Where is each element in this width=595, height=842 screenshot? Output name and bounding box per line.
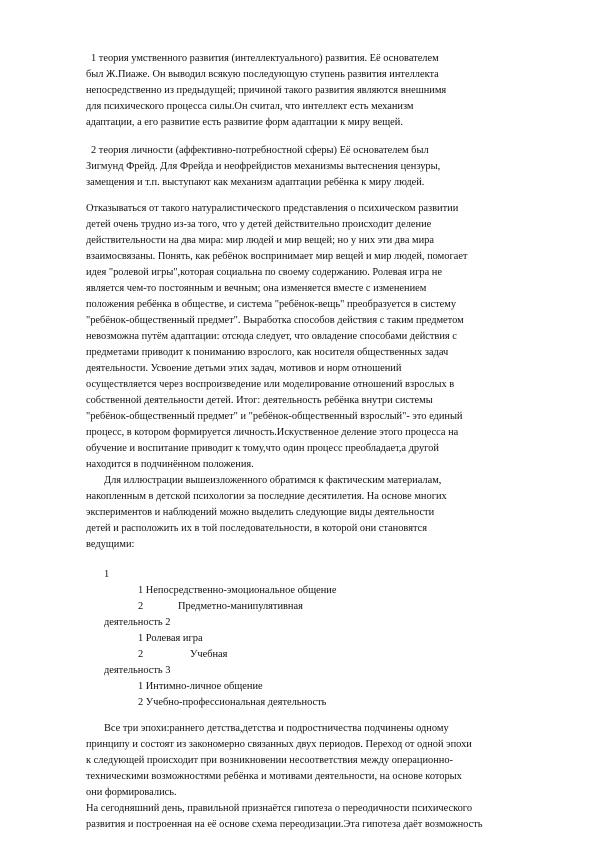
text-line: 2 теория личности (аффективно-потребностной сферы) Её основателем был — [91, 145, 429, 156]
text-line: замещения и т.п. выступают как механизм адаптации ребёнка к миру людей. — [86, 177, 425, 188]
list-item: 1 Непосредственно-эмоциональное общение — [138, 585, 337, 596]
text-line: деятельности. Усвоение детьми этих задач, мотивов и норм отношений — [86, 363, 402, 374]
text-line: является чем-то постоянным и вечным; она изменяется вместе с изменением — [86, 283, 427, 294]
text-line: ведущими: — [86, 539, 135, 550]
text-line: они формировались. — [86, 787, 177, 798]
text-line: обучение и воспитание приводит к тому,что один процесс преобладает,а другой — [86, 443, 439, 454]
text-line: к следующей происходит при возникновении несоответствия между операционно- — [86, 755, 453, 766]
list-heading: деятельность 3 — [104, 665, 171, 676]
list-item: Предметно-манипулятивная — [178, 601, 303, 612]
text-line: принципу и состоят из закономерно связанных двух периодов. Переход от одной эпохи — [86, 739, 472, 750]
text-line: Все три эпохи:раннего детства,детства и подростничества подчинены одному — [104, 723, 449, 734]
text-line: процесс, в котором формируется личность.Искуственное деление этого процесса на — [86, 427, 459, 438]
text-line: идея "ролевой игры",которая социальна по своему содержанию. Ролевая игра не — [86, 267, 442, 278]
text-line: детей очень трудно из-за того, что у детей действительно происходит деление — [86, 219, 432, 230]
text-line: экспериментов и наблюдений можно выделить следующие виды деятельности — [86, 507, 435, 518]
text-line: собственной деятельности детей. Итог: деятельность ребёнка внутри системы — [86, 395, 433, 406]
text-line: действительности на два мира: мир людей и мир вещей; но у них эти два мира — [86, 235, 434, 246]
text-line: На сегодняшний день, правильной признаётся гипотеза о переодичности психического — [86, 803, 473, 814]
list-item: 1 Интимно-личное общение — [138, 681, 263, 692]
text-line: осуществляется через воспроизведение или моделирование отношений взрослых в — [86, 379, 455, 390]
text-line: взаимосвязаны. Понять, как ребёнок воспринимает мир вещей и мир людей, помогает — [86, 251, 468, 262]
text-line: "ребёнок-общественный предмет". Выработка способов действия с таким предметом — [86, 315, 464, 326]
list-number: 2 — [138, 649, 144, 660]
list-item: Учебная — [190, 649, 228, 660]
text-line: техническими возможностями ребёнка и мотивами деятельности, на основе которых — [86, 771, 462, 782]
text-line: находится в подчинённом положения. — [86, 459, 254, 470]
text-line: Для иллюстрации вышеизложенного обратимся к фактическим материалам, — [104, 475, 442, 486]
text-line: Отказываться от такого натуралистического представления о психическом развитии — [86, 203, 459, 214]
text-line: детей и расположить их в той последовательности, в которой они становятся — [86, 523, 428, 534]
list-number: 1 — [104, 569, 110, 580]
text-line: непосредственно из предыдущей; причиной такого развития являются внешнимя — [86, 85, 447, 96]
text-line: "ребёнок-общественный предмет" и "ребёнок-общественный взрослый"- это единый — [86, 411, 463, 422]
list-number: 2 — [138, 601, 144, 612]
text-line: накопленным в детской психологии за последние десятилетия. На основе многих — [86, 491, 447, 502]
text-line: положения ребёнка в обществе, и система "ребёнок-вещь" преобразуется в систему — [86, 299, 457, 310]
list-item: 1 Ролевая игра — [138, 633, 203, 644]
text-line: предметами приводит к пониманию взрослого, как носителя общественных задач — [86, 347, 449, 358]
text-line: 1 теория умственного развития (интеллектуального) развития. Её основателем — [91, 53, 439, 64]
text-line: был Ж.Пиаже. Он выводил всякую последующую ступень развития интеллекта — [86, 69, 439, 80]
text-line: невозможна путём адаптации: отсюда следует, что овладение способами действия с — [86, 331, 457, 342]
text-line: Зигмунд Фрейд. Для Фрейда и неофрейдистов механизмы вытеснения цензуры, — [86, 161, 441, 172]
text-line: адаптации, а его развитие есть развитие форм адаптации к миру вещей. — [86, 117, 403, 128]
list-heading: деятельность 2 — [104, 617, 171, 628]
text-line: развития и построенная на её основе схема переодизации.Эта гипотеза даёт возможность — [86, 819, 483, 830]
text-line: для психического процесса силы.Он считал, что интеллект есть механизм — [86, 101, 414, 112]
list-item: 2 Учебно-профессиональная деятельность — [138, 697, 327, 708]
